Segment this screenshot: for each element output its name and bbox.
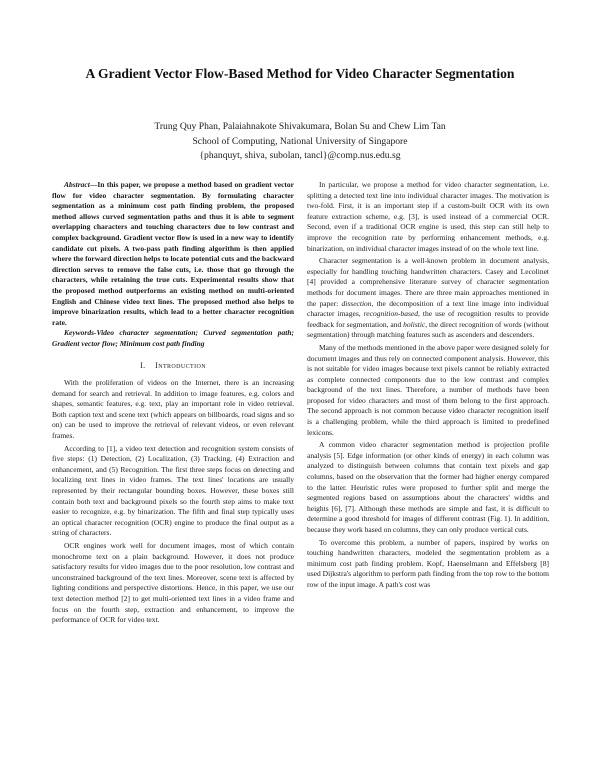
right-paragraph-4: A common video character segmentation method is projection profile analysis [5]. Edge information (or other kinds of energy) in each column was analyzed to distinguish between columns that contain text pixels and gap columns, based on the observation that the former had higher energy compared to the latter. Heuristic rules were proposed to further split and merge the segmented regions based on assumptions about the characters' widths and heights [6], [7]. Although these methods are simple and fast, it is difficult to determine a good threshold for images of different contrast (Fig. 1). In addition, because they work based on columns, they can only produce vertical cuts. (307, 440, 549, 534)
abstract-text: In this paper, we propose a method based on gradient vector flow for video character segmentation. By formulating character segmentation as a minimum cost path finding problem, the proposed method allows curved segmentation paths and thus it is able to segment overlapping characters and touching characters due to low contrast and complex background. Gradient vector flow is used in a new way to identify candidate cut pixels. A two-pass path finding algorithm is then applied where the forward direction helps to locate potential cuts and the backward direction serves to remove the false cuts, i.e. those that go through the characters, while retaining the true cuts. Experimental results show that the proposed method outperforms an existing method on multi-oriented English and Chinese video text lines. The proposed method also helps to improve binarization results, which lead to a better character recognition rate. (52, 180, 294, 327)
intro-paragraph-3: OCR engines work well for document images, most of which contain monochrome text on a plain background. However, it does not produce satisfactory results for video images due to the poor resolution, low contrast and unconstrained background of the text lines. Moreover, scene text is affected by lighting conditions and perspective distortions. Hence, in this paper, we use our text detection method [2] to get multi-oriented text lines in a video frame and focus on the fourth step, extraction and enhancement, to improve the performance of OCR for video text. (52, 541, 294, 625)
abstract (52, 180, 294, 328)
p2-part-c: , the use of recognition results to provide feedback for segmentation, and (307, 309, 550, 329)
author-names: Trung Quy Phan, Palaiahnakote Shivakumara, Bolan Su and Chew Lim Tan (154, 121, 446, 132)
right-paragraph-2 (307, 256, 549, 341)
left-column (52, 180, 294, 626)
intro-paragraph-1: With the proliferation of videos on the Internet, there is an increasing demand for search and retrieval. In addition to image features, e.g. colors and shapes, semantic features, e.g. text, play an important role in video retrieval. Both caption text and scene text (which appears on billboards, road signs and so on) can be used to improve the retrieval of relevant videos, or even relevant frames. (52, 378, 294, 441)
right-paragraph-5: To overcome this problem, a number of papers, inspired by works on touching handwritten characters, modeled the segmentation problem as a minimum cost path finding problem. Kopf, Haenselmann and Effelsberg [8] used Dijkstra's algorithm to perform path finding from the top row to the bottom row of the input image. A path's cost was (307, 537, 549, 589)
term-holistic: holistic (403, 319, 426, 329)
author-block (0, 120, 600, 164)
section-title: Introduction (155, 360, 206, 370)
paper-title: A Gradient Vector Flow-Based Method for Video Character Segmentation (85, 66, 515, 81)
term-recognition-based: recognition-based (363, 309, 418, 319)
section-number: I. (140, 360, 146, 370)
p2-part-a: Character segmentation is a well-known problem in document analysis, especially for handling touching handwritten characters. Casey and Lecolinet [4] provided a comprehensive literature survey of character segmentation methods for document images. There are three main approaches mentioned in the paper: (307, 256, 549, 308)
abstract-label: Abstract— (64, 180, 98, 189)
p2-part-d: , the direct recognition of words (without segmentation) through matching features such as ascenders and descenders. (307, 319, 549, 340)
keywords-label: Keywords- (64, 328, 97, 338)
intro-paragraph-2: According to [1], a video text detection and recognition system consists of five steps: (1) Detection, (2) Localization, (3) Tracking, (4) Extraction and enhancement, and (5) Recognition. The first three steps focus on detecting and localizing text lines in video frames. The text lines' locations are usually represented by their rectangular bounding boxes. However, these boxes still contain both text and background pixels so the fourth step aims to make text easier to recognize, e.g. by binarization. The fifth and final step typically uses an optical character recognition (OCR) engine to produce the final output as a string of characters. (52, 443, 294, 538)
author-email: {phanquyt, shiva, subolan, tancl}@comp.nus.edu.sg (199, 150, 401, 161)
term-dissection: dissection (341, 298, 372, 308)
right-column (307, 180, 549, 591)
keywords-text: Video character segmentation; Curved segmentation path; Gradient vector flow; Minimum cost path finding (52, 328, 294, 348)
p2-part-b: , the decomposition of a text line image into individual character images, (307, 298, 549, 319)
right-paragraph-1: In particular, we propose a method for video character segmentation, i.e. splitting a detected text line into individual character images. The motivation is two-fold. First, it is an important step if a custom-built OCR with its own feature extraction scheme, e.g. [3], is used instead of a commercial OCR. Second, even if a traditional OCR engine is used, this step can still help to improve the recognition rate by performing enhancement methods, e.g. binarization, on individual character images instead of on the whole text line. (307, 180, 549, 253)
right-paragraph-3: Many of the methods mentioned in the above paper were designed solely for document images and thus rely on connected component analysis. However, this is not suitable for video images because text pixels cannot be reliably extracted as complete connected components due to the low contrast and complex background of the text lines. Therefore, a number of methods have been proposed for video characters and most of them belong to the first approach. The second approach is not common because video character recognition itself is a challenging problem, while the third approach is limited to predefined lexicons. (307, 342, 549, 437)
keywords (52, 328, 294, 349)
section-heading (52, 361, 294, 372)
author-affiliation: School of Computing, National University of Singapore (192, 135, 408, 147)
